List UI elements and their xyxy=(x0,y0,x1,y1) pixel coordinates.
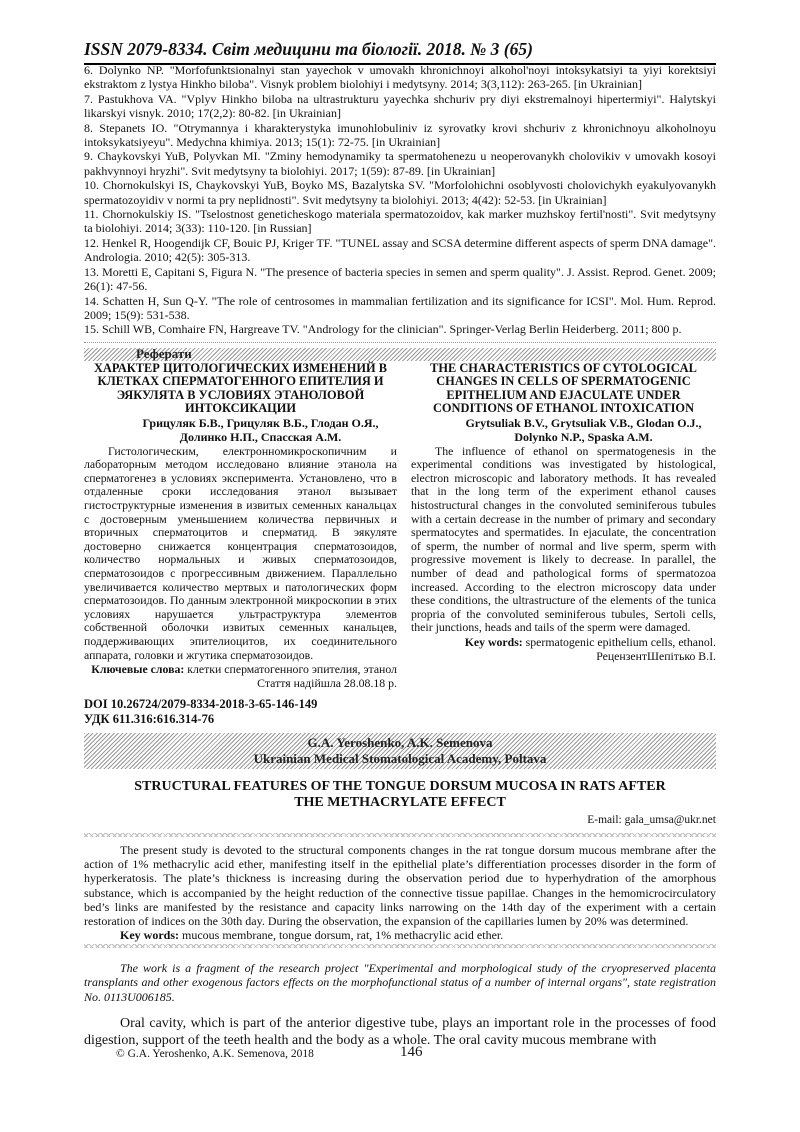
reference-item: 13. Moretti E, Capitani S, Figura N. "The presence of bacteria species in semen and sperm quality". J. Assist. Reprod. Genet. 2009; 26(1): 47-56. xyxy=(84,264,716,294)
abstracts-section-bar xyxy=(84,348,716,361)
page-number: 146 xyxy=(400,1044,423,1060)
author-email: E-mail: gala_umsa@ukr.net xyxy=(587,814,716,826)
reference-item: 12. Henkel R, Hoogendijk CF, Bouic PJ, Kriger TF. "TUNEL assay and SCSA determine different aspects of sperm DNA damage". Andrologia. 2010; 42(5): 305-313. xyxy=(84,235,716,265)
abstracts-section-label: Реферати xyxy=(136,346,192,361)
research-project-note: The work is a fragment of the research project "Experimental and morphological study of the cryopreserved placenta transplants and other exogenous factors effects on the morphofunctional status of a number of internal organs", state registration No. 0113U006185. xyxy=(84,961,716,1004)
article-abstract: The present study is devoted to the structural components changes in the rat tongue dorsum mucous membrane after the action of 1% methacrylic acid ether, manifesting itself in the epithelial plate’s differentiation processes disorder in the form of hyperkeratosis. The plate’s thickness is increasing during the observation period due to hyperhydration of the amorphous substance, which is accompanied by the height reduction of the connective tissue papillae. Changes in the hemomicrocirculatory bed’s links are manifested by the resistance and capacity links narrowing on the 14th day of the experiment with a certain restoration of indices on the 30th day. During the observation, the expansion of the capillaries lumen by 20% was determined. xyxy=(84,843,716,929)
running-header: ISSN 2079-8334. Світ медицини та біології. 2018. № 3 (65) xyxy=(84,38,716,65)
keywords-label: Key words: xyxy=(464,634,523,649)
article-title-line: STRUCTURAL FEATURES OF THE TONGUE DORSUM MUCOSA IN RATS AFTER xyxy=(134,779,666,794)
article-affiliation: Ukrainian Medical Stomatological Academy, Poltava xyxy=(253,751,547,766)
abstract-column-ru xyxy=(84,362,397,690)
article-authors-bar xyxy=(84,733,716,769)
reference-item: 11. Chornokulskiy IS. "Tselostnost geneticheskogo materiala spermatozoidov, kak marker muzhskoy fertil'nosti". Svit medytsyny ta biolohiyi. 2014; 3(33): 110-120. [in Russian] xyxy=(84,207,716,236)
keywords-value: spermatogenic epithelium cells, ethanol. xyxy=(522,634,716,649)
article-authors: G.A. Yeroshenko, A.K. Semenova xyxy=(307,735,493,750)
article-title-line: THE METHACRYLATE EFFECT xyxy=(294,795,506,810)
abstract-authors-en: Grytsuliak B.V., Grytsuliak V.B., Glodan O.J., Dolynko N.P., Spaska A.M. xyxy=(465,415,702,444)
reviewer: РецензентШепітько В.І. xyxy=(596,648,716,663)
article-identifiers xyxy=(84,697,317,727)
reference-item: 15. Schill WB, Comhaire FN, Hargreave TV. "Andrology for the clinician". Springer-Verlag Berlin Heiderberg. 2011; 800 p. xyxy=(84,322,682,337)
reference-item: 10. Chornokulskyi IS, Chaykovskyi YuB, Boyko MS, Bazalytska SV. "Morfolohichni osoblyvosti cholovichykh eyakulyovanykh spermatozoyidiv v normi ta pry neplidnosti". Svit medytsyny ta biolohiyi. 2013; 4(42): 52-53. [in Ukrainian] xyxy=(84,178,716,207)
keywords-value: клетки сперматогенного эпителия, этанол xyxy=(184,662,397,677)
reference-item: 6. Dolynko NP. "Morfofunktsionalnyi stan yayechok v umovakh khronichnoyi alkohol'noyi intoksykatsiyi ta yiyi korektsiyi ekstraktom z lystya Hinkho biloba". Visnyk problem biolohiyi i medytsyny. 2014; 3(3,112): 263-265. [in Ukrainian] xyxy=(84,63,716,92)
keywords-label: Key words: xyxy=(120,928,179,942)
wavy-divider xyxy=(84,944,716,948)
wavy-divider xyxy=(84,833,716,837)
abstract-title-ru: ХАРАКТЕР ЦИТОЛОГИЧЕСКИХ ИЗМЕНЕНИЙ В КЛЕТКАХ СПЕРМАТОГЕННОГО ЕПИТЕЛИЯ И ЭЯКУЛЯТА В УСЛОВИЯХ ЭТАНОЛОВОЙ ИНТОКСИКАЦИИ xyxy=(93,361,388,416)
abstract-authors-ru: Грицуляк Б.В., Грицуляк В.Б., Глодан О.Я., Долинко Н.П., Спасская А.М. xyxy=(142,415,379,444)
abstract-keywords-en xyxy=(411,636,716,650)
udc: УДК 611.316:616.314-76 xyxy=(84,712,215,726)
article-title xyxy=(84,779,716,811)
reference-list xyxy=(84,63,716,337)
reference-item: 7. Pastukhova VA. "Vplyv Hinkho biloba na ultrastrukturu yayechka shchuriv pry diyi ekstremalnoyi hipertermiyi". Halytskyi likarskyi visnyk. 2010; 17(2,2): 80-82. [in Ukrainian] xyxy=(84,91,716,121)
abstract-text-en: The influence of ethanol on spermatogenesis in the experimental conditions was investigated by histological, electron microscopic and laboratory methods. It has revealed that in the long term of the experiment ethanol causes histostructural changes in the convoluted seminiferous tubules with a certain decrease in the number of primary and secondary spermatocytes and spermatides. In ejaculate, the concentration of sperm, the number of normal and live sperm, sperm with progressive movement is likely to decrease. In parallel, the number of dead and pathological forms of spermatozoa increased. According to the electron microscopy data under these conditions, the ultrastructure of the elements of the tunica propria of the convoluted seminiferous tubules, Sertoli cells, their junctions, heads and tails of the sperm were damaged. xyxy=(411,443,716,635)
reference-item: 8. Stepanets IO. "Otrymannya i kharakterystyka imunohlobuliniv iz syrovatky krovi shchuriv z khronichnoyu alkoholnoyu intoksykatsiyeyu". Medychna khimiya. 2013; 15(1): 72-75. [in Ukrainian] xyxy=(84,120,716,150)
abstract-column-en xyxy=(411,362,716,663)
abstract-keywords-ru xyxy=(84,663,397,677)
keywords-value: mucous membrane, tongue dorsum, rat, 1% methacrylic acid ether. xyxy=(179,928,504,942)
abstract-text-ru: Гистологическим, електронномикроскопичним и лабораторным методом исследовано влияние этанола на сперматогенез в условиях эксперимента. Установлено, что в отдаленные сроки исследования этанол вызывает гистоструктурные изменения в извитых семенных канальцах с достоверным уменьшением количества первичных и вторичных сперматоцитов и сперматид. В эякуляте достоверно снижается концентрация сперматозоидов, количество нормальных и живых сперматозоидов, сперматозоидов с прогрессивным движением. Параллельно увеличивается количество мертвых и патологических форм сперматозоидов. По данным электронной микроскопии в этих условиях нарушается ультраструктура элементов собственной оболочки извитых семенных канальцев, поддерживающих эпителиоцитов, их соединительного аппарата, головки и жгутика сперматозоидов. xyxy=(84,443,397,662)
dotted-divider xyxy=(84,342,716,343)
article-body-text: Oral cavity, which is part of the anterior digestive tube, plays an important role in the processes of food digestion, support of the teeth health and the body as a whole. The oral cavity mucous membrane with xyxy=(84,1016,716,1048)
received-date: Стаття надійшла 28.08.18 р. xyxy=(257,675,397,690)
article-keywords xyxy=(84,928,716,942)
reference-item: 14. Schatten H, Sun Q-Y. "The role of centrosomes in mammalian fertilization and its significance for ICSI". Mol. Hum. Reprod. 2009; 15(9): 531-538. xyxy=(84,293,716,322)
doi: DOI 10.26724/2079-8334-2018-3-65-146-149 xyxy=(84,697,318,711)
reference-item: 9. Chaykovskyi YuB, Polyvkan MI. "Zminy hemodynamiky ta spermatohenezu u neoperovanykh cholovikiv v umovakh kosoyi pakhvynnoyi hryzhi". Svit medytsyny ta biolohiyi. 2017; 1(59): 87-89. [in Ukrainian] xyxy=(84,149,716,178)
keywords-label: Ключевые слова: xyxy=(91,662,185,677)
copyright-notice: © G.A. Yeroshenko, A.K. Semenova, 2018 xyxy=(116,1048,314,1060)
abstract-title-en: THE CHARACTERISTICS OF CYTOLOGICAL CHANGES IN CELLS OF SPERMATOGENIC EPITHELIUM AND EJACULATE UNDER CONDITIONS OF ETHANOL INTOXICATION xyxy=(430,361,697,416)
